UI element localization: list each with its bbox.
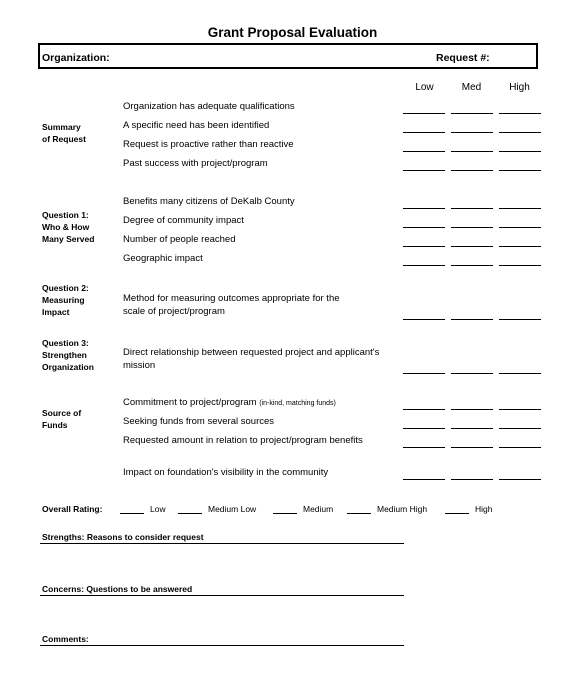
rating-option-low[interactable]: Low — [120, 504, 166, 514]
concerns-rule[interactable] — [40, 595, 404, 596]
criterion-text: Degree of community impact — [123, 215, 244, 226]
section-label: Question 2: Measuring Impact — [42, 283, 89, 317]
rating-blank-med[interactable] — [451, 447, 493, 448]
rating-blank[interactable] — [273, 504, 297, 514]
rating-blank-low[interactable] — [403, 409, 445, 410]
section-label: Summary of Request — [42, 122, 86, 144]
comments-rule[interactable] — [40, 645, 404, 646]
criterion-text: Request is proactive rather than reactive — [123, 139, 294, 150]
rating-blank-med[interactable] — [451, 479, 493, 480]
rating-option-medium[interactable]: Medium — [273, 504, 333, 514]
rating-blank-high[interactable] — [499, 409, 541, 410]
rating-blank-high[interactable] — [499, 265, 541, 266]
criterion-note: (in-kind, matching funds) — [259, 400, 336, 407]
section-label: Question 3: Strengthen Organization — [42, 338, 94, 372]
criterion-text: Geographic impact — [123, 253, 203, 264]
rating-blank-low[interactable] — [403, 479, 445, 480]
rating-option-medium-high[interactable]: Medium High — [347, 504, 427, 514]
rating-blank-high[interactable] — [499, 170, 541, 171]
criterion-text: Requested amount in relation to project/program benefits — [123, 435, 363, 446]
rating-option-medium-low[interactable]: Medium Low — [178, 504, 256, 514]
criterion-text: Number of people reached — [123, 234, 236, 245]
strengths-label: Strengths: Reasons to consider request — [42, 532, 204, 542]
rating-blank[interactable] — [120, 504, 144, 514]
rating-blank[interactable] — [178, 504, 202, 514]
rating-blank-low[interactable] — [403, 208, 445, 209]
rating-blank-low[interactable] — [403, 447, 445, 448]
rating-blank-high[interactable] — [499, 208, 541, 209]
rating-blank-med[interactable] — [451, 428, 493, 429]
column-header-med: Med — [461, 82, 482, 93]
rating-blank-med[interactable] — [451, 132, 493, 133]
rating-blank-med[interactable] — [451, 151, 493, 152]
rating-blank-med[interactable] — [451, 265, 493, 266]
rating-blank-low[interactable] — [403, 265, 445, 266]
criterion-text: Benefits many citizens of DeKalb County — [123, 196, 295, 207]
column-header-low: Low — [415, 82, 434, 93]
rating-blank-high[interactable] — [499, 227, 541, 228]
overall-rating-label: Overall Rating: — [42, 504, 103, 514]
criterion-text — [123, 396, 408, 410]
rating-blank-med[interactable] — [451, 208, 493, 209]
rating-blank-low[interactable] — [403, 132, 445, 133]
criterion-text: Seeking funds from several sources — [123, 416, 275, 427]
rating-blank-low[interactable] — [403, 151, 445, 152]
rating-blank[interactable] — [347, 504, 371, 514]
rating-blank-low[interactable] — [403, 113, 445, 114]
rating-blank-high[interactable] — [499, 447, 541, 448]
rating-blank-high[interactable] — [499, 246, 541, 247]
criterion-text: Impact on foundation's visibility in the community — [123, 467, 329, 478]
rating-blank-med[interactable] — [451, 319, 493, 320]
rating-blank[interactable] — [445, 504, 469, 514]
column-header-high: High — [509, 82, 530, 93]
criterion-text: Direct relationship between requested project and applicant's mission — [123, 347, 380, 371]
rating-blank-med[interactable] — [451, 373, 493, 374]
rating-option-high[interactable]: High — [445, 504, 492, 514]
section-label: Source of Funds — [42, 408, 82, 430]
rating-blank-med[interactable] — [451, 409, 493, 410]
rating-blank-low[interactable] — [403, 428, 445, 429]
rating-blank-high[interactable] — [499, 132, 541, 133]
request-number-label: Request #: — [436, 52, 490, 64]
rating-blank-high[interactable] — [499, 113, 541, 114]
rating-blank-med[interactable] — [451, 113, 493, 114]
rating-blank-high[interactable] — [499, 373, 541, 374]
rating-blank-high[interactable] — [499, 479, 541, 480]
rating-blank-med[interactable] — [451, 246, 493, 247]
criterion-text: Past success with project/program — [123, 158, 268, 169]
strengths-rule[interactable] — [40, 543, 404, 544]
rating-blank-low[interactable] — [403, 170, 445, 171]
rating-blank-low[interactable] — [403, 227, 445, 228]
rating-blank-low[interactable] — [403, 373, 445, 374]
criterion-text: Organization has adequate qualifications — [123, 101, 295, 112]
rating-blank-low[interactable] — [403, 319, 445, 320]
rating-blank-med[interactable] — [451, 170, 493, 171]
rating-blank-high[interactable] — [499, 319, 541, 320]
rating-blank-high[interactable] — [499, 428, 541, 429]
rating-blank-high[interactable] — [499, 151, 541, 152]
section-label: Question 1: Who & How Many Served — [42, 210, 95, 244]
page-title: Grant Proposal Evaluation — [207, 25, 378, 40]
criterion-text: A specific need has been identified — [123, 120, 270, 131]
criterion-main-text: Commitment to project/program — [123, 397, 257, 408]
organization-label: Organization: — [42, 52, 110, 64]
rating-blank-med[interactable] — [451, 227, 493, 228]
criterion-text: Method for measuring outcomes appropriate for the scale of project/program — [123, 293, 340, 317]
concerns-label: Concerns: Questions to be answered — [42, 584, 193, 594]
rating-blank-low[interactable] — [403, 246, 445, 247]
comments-label: Comments: — [42, 634, 89, 644]
